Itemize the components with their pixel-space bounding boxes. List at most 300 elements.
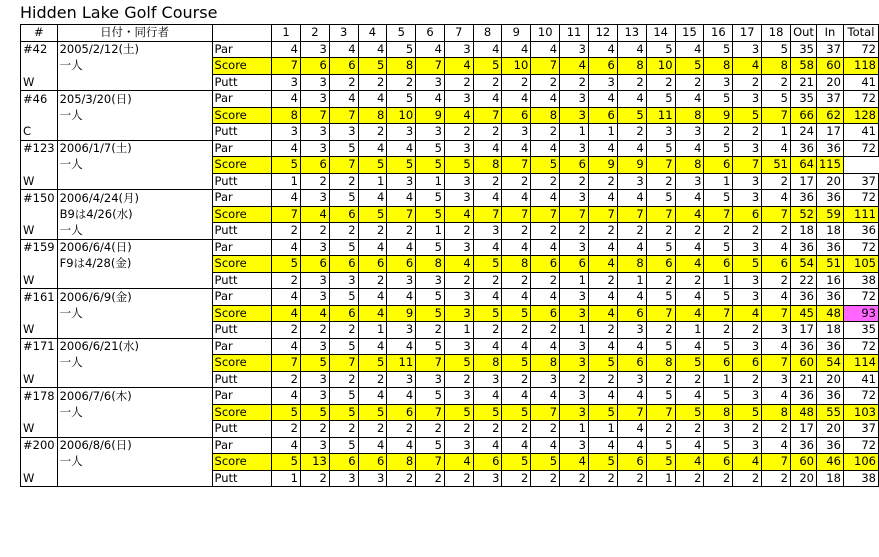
score-value: 5 bbox=[444, 404, 473, 421]
par-value: 3 bbox=[560, 338, 589, 355]
score-value: 5 bbox=[675, 58, 704, 75]
round-putt-row bbox=[21, 322, 879, 339]
score-value: 51 bbox=[762, 157, 791, 174]
score-label: Score bbox=[212, 256, 272, 273]
header-hole: 16 bbox=[704, 25, 733, 42]
putt-value: 2 bbox=[300, 322, 329, 339]
score-total-value: 105 bbox=[843, 256, 878, 273]
round-putt-row bbox=[21, 421, 879, 438]
par-value: 4 bbox=[617, 338, 646, 355]
par-value: 4 bbox=[762, 239, 791, 256]
par-value: 4 bbox=[675, 388, 704, 405]
par-total-value: 72 bbox=[843, 338, 878, 355]
round-companion: 一人 bbox=[57, 107, 212, 124]
score-value: 4 bbox=[444, 454, 473, 471]
par-value: 4 bbox=[272, 289, 301, 306]
putt-value: 2 bbox=[329, 371, 358, 388]
score-out-value: 48 bbox=[791, 404, 817, 421]
putt-value: 2 bbox=[531, 421, 560, 438]
putt-value: 1 bbox=[675, 322, 704, 339]
par-value: 5 bbox=[416, 388, 445, 405]
score-value: 9 bbox=[387, 305, 416, 322]
par-in-value: 36 bbox=[816, 338, 843, 355]
putt-value: 2 bbox=[358, 74, 387, 91]
round-score-row bbox=[21, 454, 879, 471]
putt-in-value: 20 bbox=[816, 173, 843, 190]
round-number: #42 bbox=[21, 41, 58, 58]
par-value: 3 bbox=[444, 190, 473, 207]
par-value: 4 bbox=[387, 190, 416, 207]
round-info-cell bbox=[57, 74, 212, 91]
par-value: 5 bbox=[329, 289, 358, 306]
putt-value: 3 bbox=[416, 272, 445, 289]
putt-value: 2 bbox=[502, 173, 531, 190]
par-value: 4 bbox=[502, 437, 531, 454]
score-value: 11 bbox=[646, 107, 675, 124]
putt-value: 1 bbox=[560, 124, 589, 141]
round-mark: W bbox=[21, 421, 58, 438]
round-score-row bbox=[21, 206, 879, 223]
round-id-cell bbox=[21, 454, 58, 471]
par-value: 4 bbox=[272, 388, 301, 405]
putt-value: 2 bbox=[329, 421, 358, 438]
putt-value: 2 bbox=[272, 322, 301, 339]
par-value: 4 bbox=[675, 289, 704, 306]
score-value: 5 bbox=[444, 355, 473, 372]
round-date: 2006/7/6(木) bbox=[57, 388, 212, 405]
score-value: 8 bbox=[272, 107, 301, 124]
score-value: 11 bbox=[387, 355, 416, 372]
par-total-value: 72 bbox=[843, 239, 878, 256]
round-id-cell bbox=[21, 206, 58, 223]
round-date: 2006/6/21(水) bbox=[57, 338, 212, 355]
par-out-value: 35 bbox=[791, 41, 817, 58]
par-value: 4 bbox=[387, 338, 416, 355]
score-value: 5 bbox=[502, 305, 531, 322]
par-value: 4 bbox=[473, 289, 502, 306]
score-value: 5 bbox=[358, 355, 387, 372]
score-value: 8 bbox=[762, 404, 791, 421]
putt-value: 1 bbox=[358, 173, 387, 190]
putt-value: 2 bbox=[473, 173, 502, 190]
score-value: 5 bbox=[617, 107, 646, 124]
score-value: 4 bbox=[733, 305, 762, 322]
par-value: 3 bbox=[560, 239, 589, 256]
par-total-value: 72 bbox=[843, 41, 878, 58]
putt-out-value: 21 bbox=[791, 371, 817, 388]
header-info: 日付・同行者 bbox=[57, 25, 212, 42]
par-total-value: 72 bbox=[843, 190, 878, 207]
putt-total-value: 41 bbox=[843, 74, 878, 91]
putt-total-value: 37 bbox=[843, 421, 878, 438]
putt-label: Putt bbox=[212, 272, 272, 289]
putt-total-value: 38 bbox=[843, 272, 878, 289]
putt-value: 2 bbox=[329, 223, 358, 240]
round-companion: 一人 bbox=[57, 305, 212, 322]
score-in-value: 59 bbox=[816, 206, 843, 223]
putt-value: 1 bbox=[416, 173, 445, 190]
score-value: 7 bbox=[416, 404, 445, 421]
header-hole: 13 bbox=[617, 25, 646, 42]
putt-value: 2 bbox=[704, 322, 733, 339]
par-value: 4 bbox=[473, 388, 502, 405]
putt-value: 2 bbox=[733, 74, 762, 91]
putt-out-value: 17 bbox=[791, 173, 817, 190]
par-in-value: 36 bbox=[816, 388, 843, 405]
score-value: 8 bbox=[473, 355, 502, 372]
par-value: 3 bbox=[733, 338, 762, 355]
score-value: 6 bbox=[617, 355, 646, 372]
par-value: 5 bbox=[387, 91, 416, 108]
header-hole: 6 bbox=[416, 25, 445, 42]
putt-value: 2 bbox=[588, 223, 617, 240]
score-value: 5 bbox=[416, 305, 445, 322]
score-in-value: 55 bbox=[816, 404, 843, 421]
round-number: #123 bbox=[21, 140, 58, 157]
par-value: 3 bbox=[560, 91, 589, 108]
score-value: 7 bbox=[560, 206, 589, 223]
par-value: 5 bbox=[646, 91, 675, 108]
score-value: 7 bbox=[646, 157, 675, 174]
score-value: 5 bbox=[646, 454, 675, 471]
score-value: 6 bbox=[704, 355, 733, 372]
score-value: 13 bbox=[300, 454, 329, 471]
putt-value: 2 bbox=[272, 421, 301, 438]
putt-value: 2 bbox=[646, 371, 675, 388]
putt-value: 3 bbox=[473, 470, 502, 487]
score-value: 6 bbox=[502, 107, 531, 124]
par-value: 3 bbox=[733, 289, 762, 306]
score-value: 7 bbox=[531, 206, 560, 223]
par-value: 5 bbox=[387, 41, 416, 58]
round-putt-row bbox=[21, 173, 879, 190]
putt-value: 2 bbox=[733, 371, 762, 388]
par-value: 4 bbox=[531, 91, 560, 108]
header-row bbox=[21, 25, 879, 42]
round-date: 2006/8/6(日) bbox=[57, 437, 212, 454]
putt-out-value: 24 bbox=[791, 124, 817, 141]
putt-value: 3 bbox=[444, 173, 473, 190]
putt-value: 2 bbox=[617, 223, 646, 240]
putt-value: 2 bbox=[646, 173, 675, 190]
par-value: 5 bbox=[646, 388, 675, 405]
putt-value: 2 bbox=[329, 322, 358, 339]
par-value: 4 bbox=[588, 388, 617, 405]
score-value: 6 bbox=[704, 256, 733, 273]
score-value: 7 bbox=[531, 58, 560, 75]
par-label: Par bbox=[212, 190, 272, 207]
round-info-cell bbox=[57, 173, 212, 190]
round-id-cell bbox=[21, 355, 58, 372]
par-out-value: 36 bbox=[791, 239, 817, 256]
score-value: 6 bbox=[704, 454, 733, 471]
par-value: 4 bbox=[358, 289, 387, 306]
score-value: 5 bbox=[358, 404, 387, 421]
putt-value: 2 bbox=[272, 371, 301, 388]
putt-value: 2 bbox=[762, 421, 791, 438]
par-value: 4 bbox=[387, 239, 416, 256]
header-hole: 3 bbox=[329, 25, 358, 42]
putt-value: 3 bbox=[387, 322, 416, 339]
scorecard-body bbox=[21, 41, 879, 487]
putt-value: 2 bbox=[502, 74, 531, 91]
putt-value: 2 bbox=[560, 173, 589, 190]
par-value: 3 bbox=[444, 140, 473, 157]
par-value: 3 bbox=[733, 388, 762, 405]
score-value: 10 bbox=[387, 107, 416, 124]
putt-value: 3 bbox=[416, 74, 445, 91]
par-value: 5 bbox=[416, 190, 445, 207]
score-value: 4 bbox=[588, 256, 617, 273]
score-value: 6 bbox=[473, 454, 502, 471]
par-value: 4 bbox=[531, 289, 560, 306]
putt-value: 2 bbox=[733, 322, 762, 339]
putt-value: 3 bbox=[387, 124, 416, 141]
par-value: 4 bbox=[387, 437, 416, 454]
putt-value: 2 bbox=[473, 421, 502, 438]
putt-value: 1 bbox=[646, 470, 675, 487]
putt-value: 2 bbox=[444, 272, 473, 289]
round-mark: W bbox=[21, 272, 58, 289]
score-value: 4 bbox=[675, 305, 704, 322]
round-note: B9は4/26(水) bbox=[57, 206, 212, 223]
round-par-row bbox=[21, 91, 879, 108]
round-mark: W bbox=[21, 470, 58, 487]
score-value: 4 bbox=[300, 305, 329, 322]
par-value: 4 bbox=[617, 41, 646, 58]
score-value: 5 bbox=[473, 404, 502, 421]
putt-value: 2 bbox=[502, 371, 531, 388]
par-label: Par bbox=[212, 388, 272, 405]
putt-out-value: 21 bbox=[791, 74, 817, 91]
putt-value: 2 bbox=[444, 470, 473, 487]
par-value: 4 bbox=[531, 239, 560, 256]
par-value: 4 bbox=[272, 437, 301, 454]
putt-value: 3 bbox=[762, 371, 791, 388]
score-value: 8 bbox=[358, 107, 387, 124]
putt-value: 2 bbox=[272, 223, 301, 240]
score-value: 5 bbox=[272, 256, 301, 273]
score-value: 8 bbox=[617, 58, 646, 75]
par-value: 4 bbox=[531, 388, 560, 405]
score-value: 7 bbox=[646, 305, 675, 322]
putt-value: 3 bbox=[531, 371, 560, 388]
putt-value: 3 bbox=[272, 124, 301, 141]
page-title: Hidden Lake Golf Course bbox=[20, 3, 218, 22]
putt-value: 3 bbox=[704, 421, 733, 438]
putt-value: 2 bbox=[300, 421, 329, 438]
par-value: 3 bbox=[444, 388, 473, 405]
putt-value: 2 bbox=[531, 74, 560, 91]
score-value: 6 bbox=[358, 454, 387, 471]
putt-value: 2 bbox=[675, 74, 704, 91]
putt-value: 2 bbox=[675, 470, 704, 487]
score-value: 3 bbox=[560, 107, 589, 124]
putt-value: 2 bbox=[646, 223, 675, 240]
score-value: 7 bbox=[762, 107, 791, 124]
round-mark: C bbox=[21, 124, 58, 141]
score-value: 7 bbox=[646, 206, 675, 223]
putt-value: 2 bbox=[675, 371, 704, 388]
putt-value: 2 bbox=[358, 421, 387, 438]
par-value: 4 bbox=[387, 289, 416, 306]
score-value: 7 bbox=[617, 404, 646, 421]
par-value: 4 bbox=[358, 338, 387, 355]
par-value: 3 bbox=[300, 41, 329, 58]
putt-value: 3 bbox=[502, 124, 531, 141]
putt-value: 2 bbox=[416, 322, 445, 339]
round-number: #46 bbox=[21, 91, 58, 108]
score-label: Score bbox=[212, 107, 272, 124]
score-value: 5 bbox=[358, 157, 387, 174]
round-score-row bbox=[21, 305, 879, 322]
round-par-row bbox=[21, 338, 879, 355]
par-value: 4 bbox=[617, 239, 646, 256]
par-value: 3 bbox=[733, 437, 762, 454]
score-out-value: 52 bbox=[791, 206, 817, 223]
putt-value: 2 bbox=[300, 173, 329, 190]
par-value: 4 bbox=[617, 388, 646, 405]
par-value: 4 bbox=[617, 190, 646, 207]
round-companion: 一人 bbox=[57, 223, 212, 240]
par-in-value: 37 bbox=[816, 41, 843, 58]
score-value: 5 bbox=[416, 157, 445, 174]
round-companion: 一人 bbox=[57, 157, 212, 174]
score-value: 10 bbox=[646, 58, 675, 75]
par-value: 4 bbox=[358, 140, 387, 157]
par-value: 4 bbox=[588, 239, 617, 256]
score-value: 4 bbox=[588, 305, 617, 322]
par-value: 5 bbox=[329, 140, 358, 157]
score-value: 6 bbox=[617, 305, 646, 322]
par-value: 4 bbox=[675, 41, 704, 58]
putt-value: 2 bbox=[733, 223, 762, 240]
putt-value: 3 bbox=[733, 272, 762, 289]
par-value: 4 bbox=[531, 437, 560, 454]
par-value: 4 bbox=[675, 338, 704, 355]
par-value: 4 bbox=[329, 41, 358, 58]
putt-value: 2 bbox=[473, 74, 502, 91]
score-value: 5 bbox=[272, 454, 301, 471]
putt-total-value: 41 bbox=[843, 124, 878, 141]
par-value: 4 bbox=[588, 437, 617, 454]
putt-value: 2 bbox=[502, 421, 531, 438]
score-value: 7 bbox=[272, 355, 301, 372]
par-value: 4 bbox=[416, 41, 445, 58]
par-value: 4 bbox=[358, 41, 387, 58]
par-in-value: 36 bbox=[816, 437, 843, 454]
par-value: 4 bbox=[531, 41, 560, 58]
putt-value: 3 bbox=[588, 74, 617, 91]
par-value: 5 bbox=[416, 437, 445, 454]
round-companion: 一人 bbox=[57, 454, 212, 471]
putt-value: 2 bbox=[733, 124, 762, 141]
score-value: 4 bbox=[272, 305, 301, 322]
header-hole: 8 bbox=[473, 25, 502, 42]
putt-value: 2 bbox=[560, 470, 589, 487]
putt-value: 2 bbox=[762, 223, 791, 240]
round-par-row bbox=[21, 388, 879, 405]
score-in-value: 62 bbox=[816, 107, 843, 124]
par-value: 4 bbox=[675, 140, 704, 157]
putt-value: 2 bbox=[531, 223, 560, 240]
score-value: 7 bbox=[272, 206, 301, 223]
score-out-value: 45 bbox=[791, 305, 817, 322]
putt-value: 2 bbox=[560, 74, 589, 91]
par-value: 4 bbox=[762, 289, 791, 306]
putt-value: 2 bbox=[704, 223, 733, 240]
putt-total-value: 37 bbox=[843, 173, 878, 190]
score-value: 7 bbox=[588, 206, 617, 223]
round-score-row bbox=[21, 107, 879, 124]
par-value: 4 bbox=[588, 190, 617, 207]
score-in-value: 51 bbox=[816, 256, 843, 273]
putt-value: 2 bbox=[531, 322, 560, 339]
par-value: 5 bbox=[329, 239, 358, 256]
score-value: 6 bbox=[387, 404, 416, 421]
par-out-value: 36 bbox=[791, 388, 817, 405]
putt-value: 3 bbox=[358, 470, 387, 487]
putt-value: 1 bbox=[704, 272, 733, 289]
putt-value: 3 bbox=[733, 173, 762, 190]
par-value: 5 bbox=[646, 289, 675, 306]
score-value: 6 bbox=[617, 454, 646, 471]
par-value: 4 bbox=[416, 91, 445, 108]
par-value: 4 bbox=[617, 140, 646, 157]
score-out-value: 60 bbox=[791, 454, 817, 471]
par-value: 4 bbox=[358, 91, 387, 108]
putt-value: 2 bbox=[588, 272, 617, 289]
score-value: 5 bbox=[300, 404, 329, 421]
score-total-value: 128 bbox=[843, 107, 878, 124]
score-value: 3 bbox=[560, 355, 589, 372]
score-value: 6 bbox=[733, 355, 762, 372]
round-par-row bbox=[21, 41, 879, 58]
putt-value: 2 bbox=[704, 470, 733, 487]
putt-value: 2 bbox=[473, 124, 502, 141]
par-out-value: 36 bbox=[791, 289, 817, 306]
score-value: 5 bbox=[416, 206, 445, 223]
round-id-cell bbox=[21, 404, 58, 421]
score-value: 7 bbox=[762, 454, 791, 471]
header-hole: 15 bbox=[675, 25, 704, 42]
par-total-value: 72 bbox=[843, 388, 878, 405]
score-in-value: 54 bbox=[816, 355, 843, 372]
par-total-value: 72 bbox=[843, 289, 878, 306]
putt-value: 3 bbox=[617, 173, 646, 190]
par-value: 4 bbox=[531, 140, 560, 157]
score-out-value: 64 bbox=[791, 157, 817, 174]
score-value: 8 bbox=[704, 404, 733, 421]
putt-value: 2 bbox=[444, 371, 473, 388]
par-value: 3 bbox=[444, 239, 473, 256]
par-value: 4 bbox=[358, 190, 387, 207]
round-date: 2006/6/9(金) bbox=[57, 289, 212, 306]
round-info-cell bbox=[57, 371, 212, 388]
score-value: 9 bbox=[704, 107, 733, 124]
round-mark: W bbox=[21, 371, 58, 388]
score-value: 6 bbox=[588, 107, 617, 124]
putt-value: 3 bbox=[300, 371, 329, 388]
putt-value: 2 bbox=[588, 322, 617, 339]
header-hole: 17 bbox=[733, 25, 762, 42]
par-value: 4 bbox=[272, 239, 301, 256]
putt-value: 2 bbox=[358, 124, 387, 141]
putt-value: 2 bbox=[617, 124, 646, 141]
header-hole: 12 bbox=[588, 25, 617, 42]
score-value: 6 bbox=[387, 256, 416, 273]
putt-value: 2 bbox=[502, 322, 531, 339]
